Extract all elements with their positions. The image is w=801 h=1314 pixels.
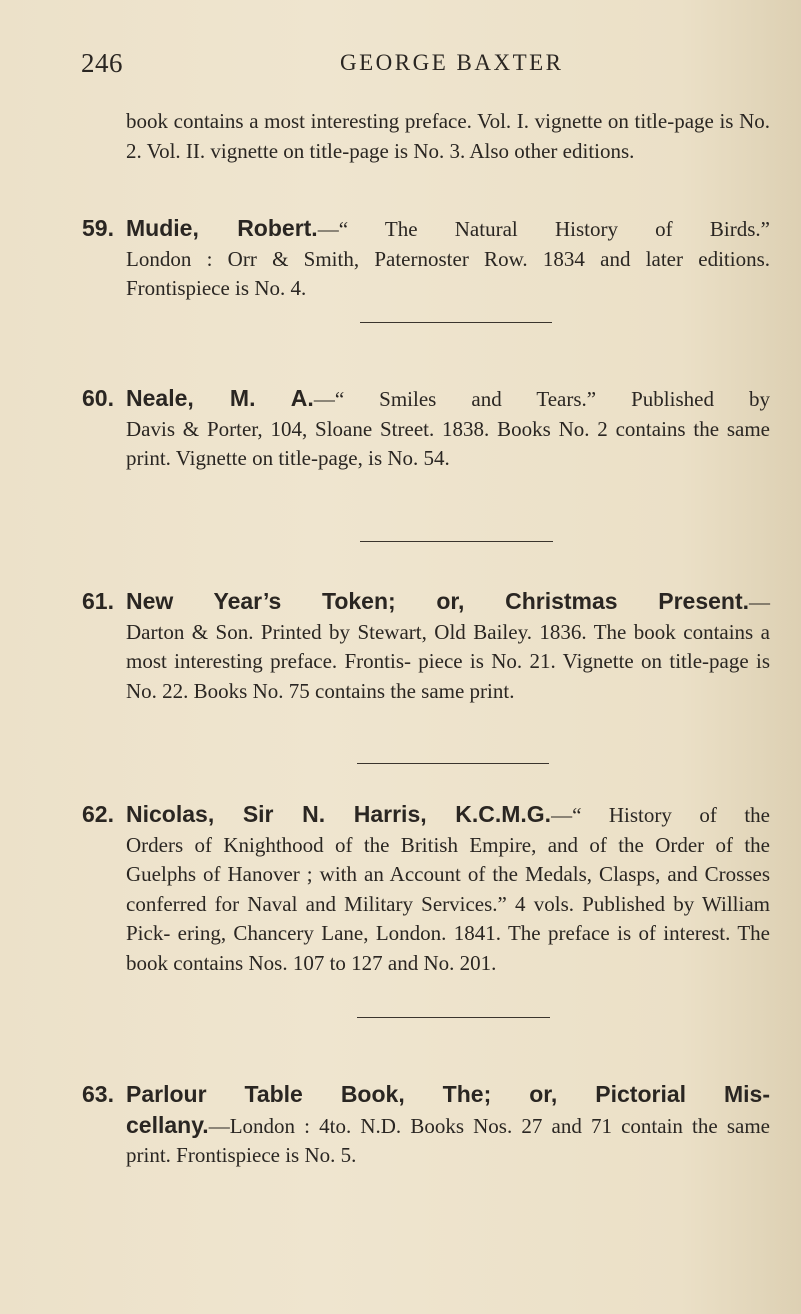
entry-number: 61.: [82, 588, 114, 614]
section-rule: [357, 763, 549, 764]
page-header: [0, 48, 801, 88]
entry-first-line: [82, 214, 770, 245]
entry-heading: New Year’s Token; or, Christmas Present.: [126, 588, 749, 614]
entry-title-text: —“ The Natural History of Birds.”: [317, 217, 770, 241]
page-number: 246: [81, 48, 123, 78]
section-rule: [357, 1017, 550, 1018]
entry-title-text: —“ History of the: [551, 803, 770, 827]
continuation-paragraph: book contains a most interesting preface. Vol. I. vignette on title-page is No. 2. Vol. II. vignette on title-page is No. 3. Also other editions.: [126, 109, 770, 163]
entry-body: Darton & Son. Printed by Stewart, Old Bailey. 1836. The book contains a most interesting preface. Frontis- piece is No. 21. Vignette on title-page is No. 22. Books No. 75 contains the same print.: [126, 619, 770, 703]
entry-60: [82, 384, 770, 474]
entry-number: 63.: [82, 1081, 114, 1107]
entry-body: London : Orr & Smith, Paternoster Row. 1834 and later editions. Frontispiece is No. 4.: [126, 246, 770, 300]
entry-heading: Parlour Table Book, The; or, Pictorial Mis-: [126, 1081, 770, 1107]
entry-body: Davis & Porter, 104, Sloane Street. 1838. Books No. 2 contains the same print. Vignette on title-page, is No. 54.: [126, 416, 770, 470]
entry-body-block: [126, 1111, 770, 1171]
entry-first-line: [82, 800, 770, 831]
running-title: GEORGE BAXTER: [340, 50, 564, 75]
entry-59: [82, 214, 770, 304]
entry-heading-continued: cellany.: [126, 1111, 209, 1138]
entry-title-text: —“ Smiles and Tears.” Published by: [313, 387, 770, 411]
entry-number: 59.: [82, 215, 114, 241]
entry-title-text: —: [749, 590, 770, 614]
entry-first-line: [82, 587, 770, 618]
entry-heading: Mudie, Robert.: [126, 215, 318, 241]
entry-62: [82, 800, 770, 978]
entry-body: —London : 4to. N.D. Books Nos. 27 and 71 contain the same print. Frontispiece is No. 5.: [126, 1113, 770, 1167]
entry-heading: Nicolas, Sir N. Harris, K.C.M.G.: [126, 801, 552, 827]
entry-number: 62.: [82, 801, 114, 827]
entry-61: [82, 587, 770, 706]
section-rule: [360, 541, 553, 542]
entry-first-line: [82, 384, 770, 415]
section-rule: [360, 322, 552, 323]
entry-heading: Neale, M. A.: [126, 385, 314, 411]
entry-63: [82, 1080, 770, 1171]
entry-number: 60.: [82, 385, 114, 411]
entry-first-line: [82, 1080, 770, 1111]
entry-body: Orders of Knighthood of the British Empire, and of the Order of the Guelphs of Hanover ; with an Account of the Medals, Clasps, and Crosses conferred for Naval and Military Services.” 4 vols. Published by William Pick- ering, Chancery Lane, London. 1841. The preface is of interest. The book contains Nos. 107 to 127 and No. 201.: [126, 832, 770, 975]
